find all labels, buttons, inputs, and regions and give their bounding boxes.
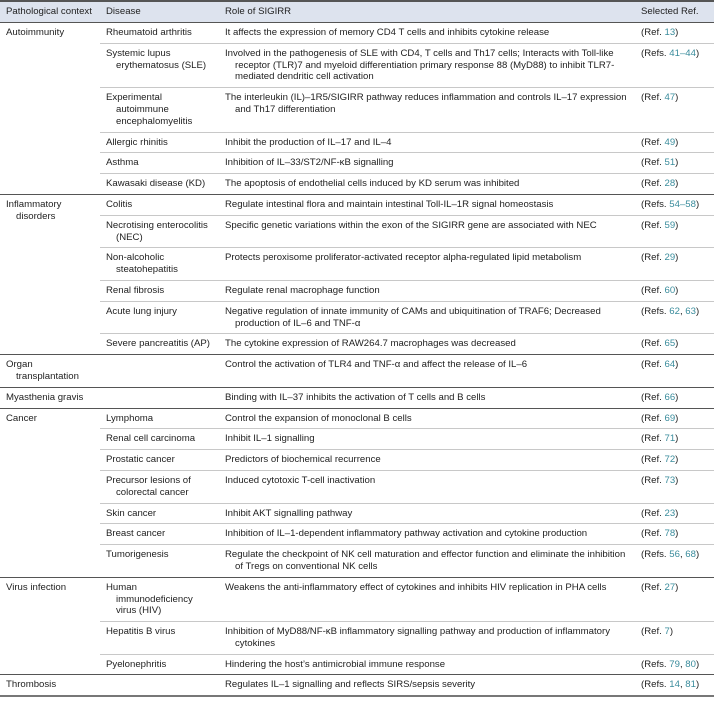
pathological-context-cell: Virus infection (0, 577, 100, 675)
ref-link[interactable]: 69 (664, 412, 676, 424)
ref-cell: (Ref. 73) (635, 470, 714, 503)
table-row (0, 622, 714, 655)
disease-cell: Colitis (100, 194, 219, 215)
ref-prefix: Refs. (644, 305, 667, 317)
disease-cell: Systemic lupus erythematosus (SLE) (100, 43, 219, 87)
ref-prefix: Ref. (644, 626, 662, 638)
ref-cell: (Ref. 65) (635, 334, 714, 355)
ref-prefix: Ref. (644, 136, 662, 148)
ref-link[interactable]: 59 (664, 219, 676, 231)
ref-prefix: Ref. (644, 412, 662, 424)
ref-link[interactable]: 72 (664, 454, 676, 466)
role-cell: Inhibition of IL–33/ST2/NF-κB signalling (219, 153, 635, 174)
table-row (0, 215, 714, 248)
ref-cell: (Ref. 60) (635, 280, 714, 301)
ref-prefix: Ref. (644, 284, 662, 296)
ref-prefix: Refs. (644, 198, 667, 210)
ref-cell: (Ref. 64) (635, 355, 714, 388)
ref-cell: (Ref. 13) (641, 27, 679, 38)
table-row (0, 132, 714, 153)
table-row (0, 153, 714, 174)
pathological-context-cell: Myasthenia gravis (0, 387, 100, 408)
ref-prefix: Refs. (644, 549, 667, 561)
table-row (0, 545, 714, 578)
disease-cell: Kawasaki disease (KD) (100, 174, 219, 195)
ref-cell: (Ref. 28) (635, 174, 714, 195)
ref-prefix: Ref. (644, 338, 662, 350)
ref-link[interactable]: 23 (664, 507, 676, 519)
disease-cell: Rheumatoid arthritis (106, 27, 192, 38)
disease-cell: Skin cancer (100, 503, 219, 524)
table-row (0, 355, 714, 388)
pathological-context-cell: Organ transplantation (0, 355, 100, 388)
disease-cell: Breast cancer (100, 524, 219, 545)
disease-cell: Tumorigenesis (100, 545, 219, 578)
disease-cell: Renal fibrosis (100, 280, 219, 301)
disease-cell: Necrotising enterocolitis (NEC) (100, 215, 219, 248)
disease-cell (100, 355, 219, 388)
role-cell: Protects peroxisome proliferator-activated receptor alpha-regulated lipid metabolism (219, 248, 635, 281)
table-row (0, 503, 714, 524)
role-cell: Control the expansion of monoclonal B cells (219, 408, 635, 429)
ref-cell: (Ref. 47) (635, 88, 714, 132)
ref-prefix: Ref. (644, 454, 662, 466)
ref-cell: (Ref. 23) (635, 503, 714, 524)
ref-prefix: Ref. (644, 581, 662, 593)
ref-link[interactable]: 27 (664, 581, 676, 593)
pathological-context-cell: Thrombosis (0, 675, 100, 696)
table-header (0, 1, 714, 23)
ref-link[interactable]: 28 (664, 178, 676, 190)
ref-link[interactable]: 80 (685, 658, 696, 670)
ref-prefix: Ref. (644, 92, 662, 104)
ref-cell: (Ref. 72) (635, 450, 714, 471)
table-row (0, 280, 714, 301)
ref-cell: (Ref. 71) (635, 429, 714, 450)
role-cell: Hindering the host’s antimicrobial immune response (219, 654, 635, 675)
ref-link[interactable]: 64 (664, 359, 676, 371)
ref-link[interactable]: 41–44 (669, 47, 696, 59)
pathological-context-cell: Autoimmunity (6, 27, 65, 38)
ref-cell: (Ref. 27) (635, 577, 714, 621)
pathological-context-cell: Inflammatory disorders (0, 194, 100, 354)
ref-link[interactable]: 54–58 (669, 198, 696, 210)
ref-link[interactable]: 78 (664, 528, 676, 540)
ref-link[interactable]: 13 (664, 27, 676, 38)
role-cell: Regulate renal macrophage function (219, 280, 635, 301)
table-row (0, 470, 714, 503)
table-row (0, 408, 714, 429)
ref-prefix: Ref. (644, 474, 662, 486)
ref-cell: (Refs. 79, 80) (635, 654, 714, 675)
ref-link[interactable]: 66 (664, 391, 676, 403)
ref-cell: (Ref. 51) (635, 153, 714, 174)
ref-prefix: Ref. (644, 178, 662, 190)
disease-cell (100, 387, 219, 408)
disease-cell: Lymphoma (100, 408, 219, 429)
role-cell: Control the activation of TLR4 and TNF-α and affect the release of IL–6 (219, 355, 635, 388)
disease-cell: Prostatic cancer (100, 450, 219, 471)
role-cell: Regulates IL–1 signalling and reflects SIRS/sepsis severity (219, 675, 635, 696)
role-cell: Inhibit IL–1 signalling (219, 429, 635, 450)
ref-prefix: Ref. (644, 433, 662, 445)
disease-cell (100, 675, 219, 696)
role-cell: Inhibit the production of IL–17 and IL–4 (219, 132, 635, 153)
ref-link[interactable]: 60 (664, 284, 676, 296)
ref-link[interactable]: 62 (669, 305, 680, 317)
role-cell: Weakens the anti-inflammatory effect of cytokines and inhibits HIV replication in PHA cells (219, 577, 635, 621)
role-cell: Inhibition of MyD88/NF-κB inflammatory signalling pathway and production of inflammatory cytokines (219, 622, 635, 655)
ref-link[interactable]: 65 (664, 338, 676, 350)
ref-prefix: Ref. (644, 252, 662, 264)
ref-link[interactable]: 47 (664, 92, 676, 104)
ref-prefix: Ref. (644, 359, 662, 371)
disease-cell: Severe pancreatitis (AP) (100, 334, 219, 355)
table-row (0, 88, 714, 132)
header-disease: Disease (100, 1, 219, 23)
role-cell: The interleukin (IL)–1R5/SIGIRR pathway reduces inflammation and controls IL–17 expression and Th17 differentiation (219, 88, 635, 132)
ref-prefix: Ref. (644, 507, 662, 519)
ref-cell: (Refs. 56, 68) (635, 545, 714, 578)
ref-cell: (Refs. 14, 81) (635, 675, 714, 696)
table-row (0, 654, 714, 675)
header-role: Role of SIGIRR (219, 1, 635, 23)
table-row (0, 577, 714, 621)
ref-link[interactable]: 79 (669, 658, 680, 670)
table-row (0, 248, 714, 281)
disease-cell: Precursor lesions of colorectal cancer (100, 470, 219, 503)
table-row (0, 174, 714, 195)
disease-cell: Renal cell carcinoma (100, 429, 219, 450)
role-cell: The apoptosis of endothelial cells induced by KD serum was inhibited (219, 174, 635, 195)
ref-link[interactable]: 81 (685, 679, 696, 691)
table-row (0, 450, 714, 471)
role-cell: Induced cytotoxic T-cell inactivation (219, 470, 635, 503)
ref-cell: (Ref. 7) (635, 622, 714, 655)
ref-link[interactable]: 14 (669, 679, 680, 691)
disease-cell: Acute lung injury (100, 301, 219, 334)
ref-link[interactable]: 51 (664, 157, 676, 169)
pathological-context-cell: Cancer (0, 408, 100, 577)
role-cell: Regulate intestinal flora and maintain intestinal Toll-IL–1R signal homeostasis (219, 194, 635, 215)
table-row (0, 301, 714, 334)
disease-cell: Hepatitis B virus (100, 622, 219, 655)
role-cell: The cytokine expression of RAW264.7 macrophages was decreased (219, 334, 635, 355)
ref-link[interactable]: 29 (664, 252, 676, 264)
ref-prefix: Ref. (644, 27, 662, 38)
role-cell: Involved in the pathogenesis of SLE with CD4, T cells and Th17 cells; Interacts with Toll-like receptor (TLR)7 and myeloid differentiation primary response 88 (MyD88) to inhibit TLR7-mediated dendritic cell activation (219, 43, 635, 87)
ref-link[interactable]: 56 (669, 549, 680, 561)
role-cell: Negative regulation of innate immunity of CAMs and ubiquitination of TRAF6; Decreased production of IL–6 and TNF-α (219, 301, 635, 334)
table-row (0, 194, 714, 215)
ref-cell: (Refs. 62, 63) (635, 301, 714, 334)
disease-cell: Human immunodeficiency virus (HIV) (100, 577, 219, 621)
table-row (0, 23, 714, 44)
header-context: Pathological context (0, 1, 100, 23)
ref-cell: (Ref. 29) (635, 248, 714, 281)
role-cell: Inhibit AKT signalling pathway (219, 503, 635, 524)
table-body (0, 23, 714, 697)
disease-cell: Allergic rhinitis (100, 132, 219, 153)
table-row (0, 387, 714, 408)
role-cell: Binding with IL–37 inhibits the activation of T cells and B cells (219, 387, 635, 408)
ref-link[interactable]: 71 (664, 433, 676, 445)
role-cell: It affects the expression of memory CD4 T cells and inhibits cytokine release (225, 27, 550, 38)
ref-link[interactable]: 49 (664, 136, 676, 148)
ref-prefix: Refs. (644, 658, 667, 670)
table-row (0, 334, 714, 355)
ref-prefix: Ref. (644, 391, 662, 403)
disease-cell: Non-alcoholic steatohepatitis (100, 248, 219, 281)
ref-cell: (Ref. 49) (635, 132, 714, 153)
ref-cell: (Ref. 78) (635, 524, 714, 545)
role-cell: Inhibition of IL–1-dependent inflammatory pathway activation and cytokine production (219, 524, 635, 545)
ref-cell: (Ref. 69) (635, 408, 714, 429)
ref-prefix: Ref. (644, 219, 662, 231)
table-row (0, 675, 714, 696)
ref-cell: (Refs. 54–58) (635, 194, 714, 215)
ref-prefix: Ref. (644, 528, 662, 540)
ref-link[interactable]: 68 (685, 549, 696, 561)
ref-prefix: Refs. (644, 47, 667, 59)
ref-link[interactable]: 63 (685, 305, 696, 317)
ref-link[interactable]: 73 (664, 474, 676, 486)
disease-cell: Pyelonephritis (100, 654, 219, 675)
role-cell: Specific genetic variations within the exon of the SIGIRR gene are associated with NEC (219, 215, 635, 248)
ref-cell: (Ref. 59) (635, 215, 714, 248)
role-cell: Regulate the checkpoint of NK cell maturation and effector function and eliminate the inhibition of Tregs on conventional NK cells (219, 545, 635, 578)
disease-cell: Experimental autoimmune encephalomyelitis (100, 88, 219, 132)
table-row (0, 429, 714, 450)
ref-link[interactable]: 7 (664, 626, 670, 638)
ref-prefix: Refs. (644, 679, 667, 691)
ref-prefix: Ref. (644, 157, 662, 169)
role-cell: Predictors of biochemical recurrence (219, 450, 635, 471)
table-row (0, 43, 714, 87)
header-ref: Selected Ref. (635, 1, 714, 23)
table-row (0, 524, 714, 545)
ref-cell: (Refs. 41–44) (635, 43, 714, 87)
ref-cell: (Ref. 66) (635, 387, 714, 408)
disease-cell: Asthma (100, 153, 219, 174)
